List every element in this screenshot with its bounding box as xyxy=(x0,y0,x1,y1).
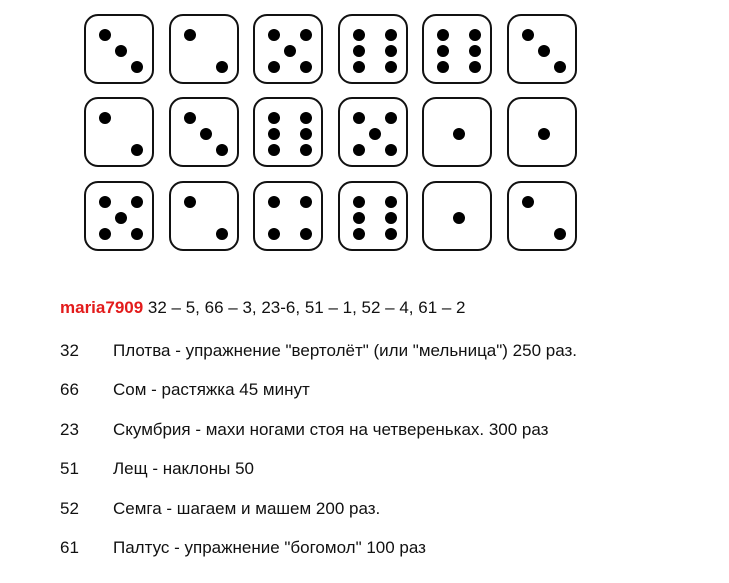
die-pip xyxy=(268,196,280,208)
die-pip xyxy=(554,228,566,240)
entry-number: 51 xyxy=(60,459,79,478)
die-pip xyxy=(353,228,365,240)
die-pip xyxy=(131,196,143,208)
die-pip xyxy=(268,61,280,73)
die-face-4 xyxy=(253,181,323,251)
die-pip xyxy=(522,29,534,41)
die-face-2 xyxy=(507,181,577,251)
die-face-6 xyxy=(422,14,492,84)
die-pip xyxy=(353,45,365,57)
die-pip xyxy=(99,196,111,208)
die-pip xyxy=(115,45,127,57)
entry-text: Плотва - упражнение "вертолёт" (или "мельница") 250 раз. xyxy=(113,341,577,360)
entry-number: 32 xyxy=(60,341,79,360)
die-face-1 xyxy=(422,181,492,251)
entry-text: Лещ - наклоны 50 xyxy=(113,459,254,478)
die-face-1 xyxy=(422,97,492,167)
die-face-2 xyxy=(84,97,154,167)
die-pip xyxy=(268,144,280,156)
die-pip xyxy=(300,112,312,124)
die-face-6 xyxy=(338,14,408,84)
die-pip xyxy=(353,112,365,124)
entry-number: 23 xyxy=(60,420,79,439)
die-pip xyxy=(99,29,111,41)
die-pip xyxy=(385,228,397,240)
die-pip xyxy=(437,61,449,73)
entry-text: Семга - шагаем и машем 200 раз. xyxy=(113,499,381,518)
die-pip xyxy=(522,196,534,208)
entry-text: Палтус - упражнение "богомол" 100 раз xyxy=(113,538,426,557)
list-item xyxy=(60,341,577,361)
die-pip xyxy=(353,61,365,73)
list-item xyxy=(60,499,380,519)
list-item xyxy=(60,459,254,479)
entry-number: 52 xyxy=(60,499,79,518)
die-pip xyxy=(353,29,365,41)
die-pip xyxy=(268,29,280,41)
die-face-6 xyxy=(338,181,408,251)
die-pip xyxy=(300,128,312,140)
list-item xyxy=(60,380,310,400)
die-pip xyxy=(469,61,481,73)
die-pip xyxy=(216,144,228,156)
die-pip xyxy=(216,61,228,73)
die-pip xyxy=(300,196,312,208)
die-pip xyxy=(131,144,143,156)
die-face-3 xyxy=(169,97,239,167)
header-text: 32 – 5, 66 – 3, 23-6, 51 – 1, 52 – 4, 61 – 2 xyxy=(147,298,466,317)
die-pip xyxy=(453,128,465,140)
dice-grid xyxy=(0,0,729,270)
die-pip xyxy=(300,144,312,156)
die-pip xyxy=(554,61,566,73)
die-pip xyxy=(216,228,228,240)
die-face-3 xyxy=(84,14,154,84)
die-face-2 xyxy=(169,181,239,251)
die-pip xyxy=(99,112,111,124)
die-face-2 xyxy=(169,14,239,84)
die-pip xyxy=(469,29,481,41)
die-pip xyxy=(131,228,143,240)
die-pip xyxy=(385,61,397,73)
die-face-6 xyxy=(253,97,323,167)
list-item xyxy=(60,538,426,558)
die-face-5 xyxy=(253,14,323,84)
die-pip xyxy=(385,45,397,57)
die-pip xyxy=(369,128,381,140)
die-pip xyxy=(184,196,196,208)
die-pip xyxy=(385,112,397,124)
die-pip xyxy=(300,228,312,240)
die-face-3 xyxy=(507,14,577,84)
die-pip xyxy=(437,45,449,57)
die-pip xyxy=(115,212,127,224)
entry-number: 61 xyxy=(60,538,79,557)
die-pip xyxy=(184,29,196,41)
die-face-1 xyxy=(507,97,577,167)
die-pip xyxy=(200,128,212,140)
die-pip xyxy=(385,212,397,224)
die-pip xyxy=(268,112,280,124)
die-pip xyxy=(184,112,196,124)
die-pip xyxy=(268,228,280,240)
die-pip xyxy=(99,228,111,240)
die-pip xyxy=(353,196,365,208)
die-pip xyxy=(353,144,365,156)
username: maria7909 xyxy=(60,298,144,317)
entry-text: Скумбрия - махи ногами стоя на четвереньках. 300 раз xyxy=(113,420,549,439)
die-pip xyxy=(300,61,312,73)
entry-number: 66 xyxy=(60,380,79,399)
die-pip xyxy=(437,29,449,41)
die-pip xyxy=(453,212,465,224)
die-face-5 xyxy=(84,181,154,251)
die-pip xyxy=(538,128,550,140)
die-pip xyxy=(300,29,312,41)
die-pip xyxy=(385,29,397,41)
die-pip xyxy=(353,212,365,224)
die-pip xyxy=(538,45,550,57)
die-pip xyxy=(268,128,280,140)
entry-text: Сом - растяжка 45 минут xyxy=(113,380,310,399)
die-face-5 xyxy=(338,97,408,167)
die-pip xyxy=(385,144,397,156)
die-pip xyxy=(131,61,143,73)
list-item xyxy=(60,420,548,440)
die-pip xyxy=(385,196,397,208)
die-pip xyxy=(469,45,481,57)
die-pip xyxy=(284,45,296,57)
header-line xyxy=(60,298,466,318)
